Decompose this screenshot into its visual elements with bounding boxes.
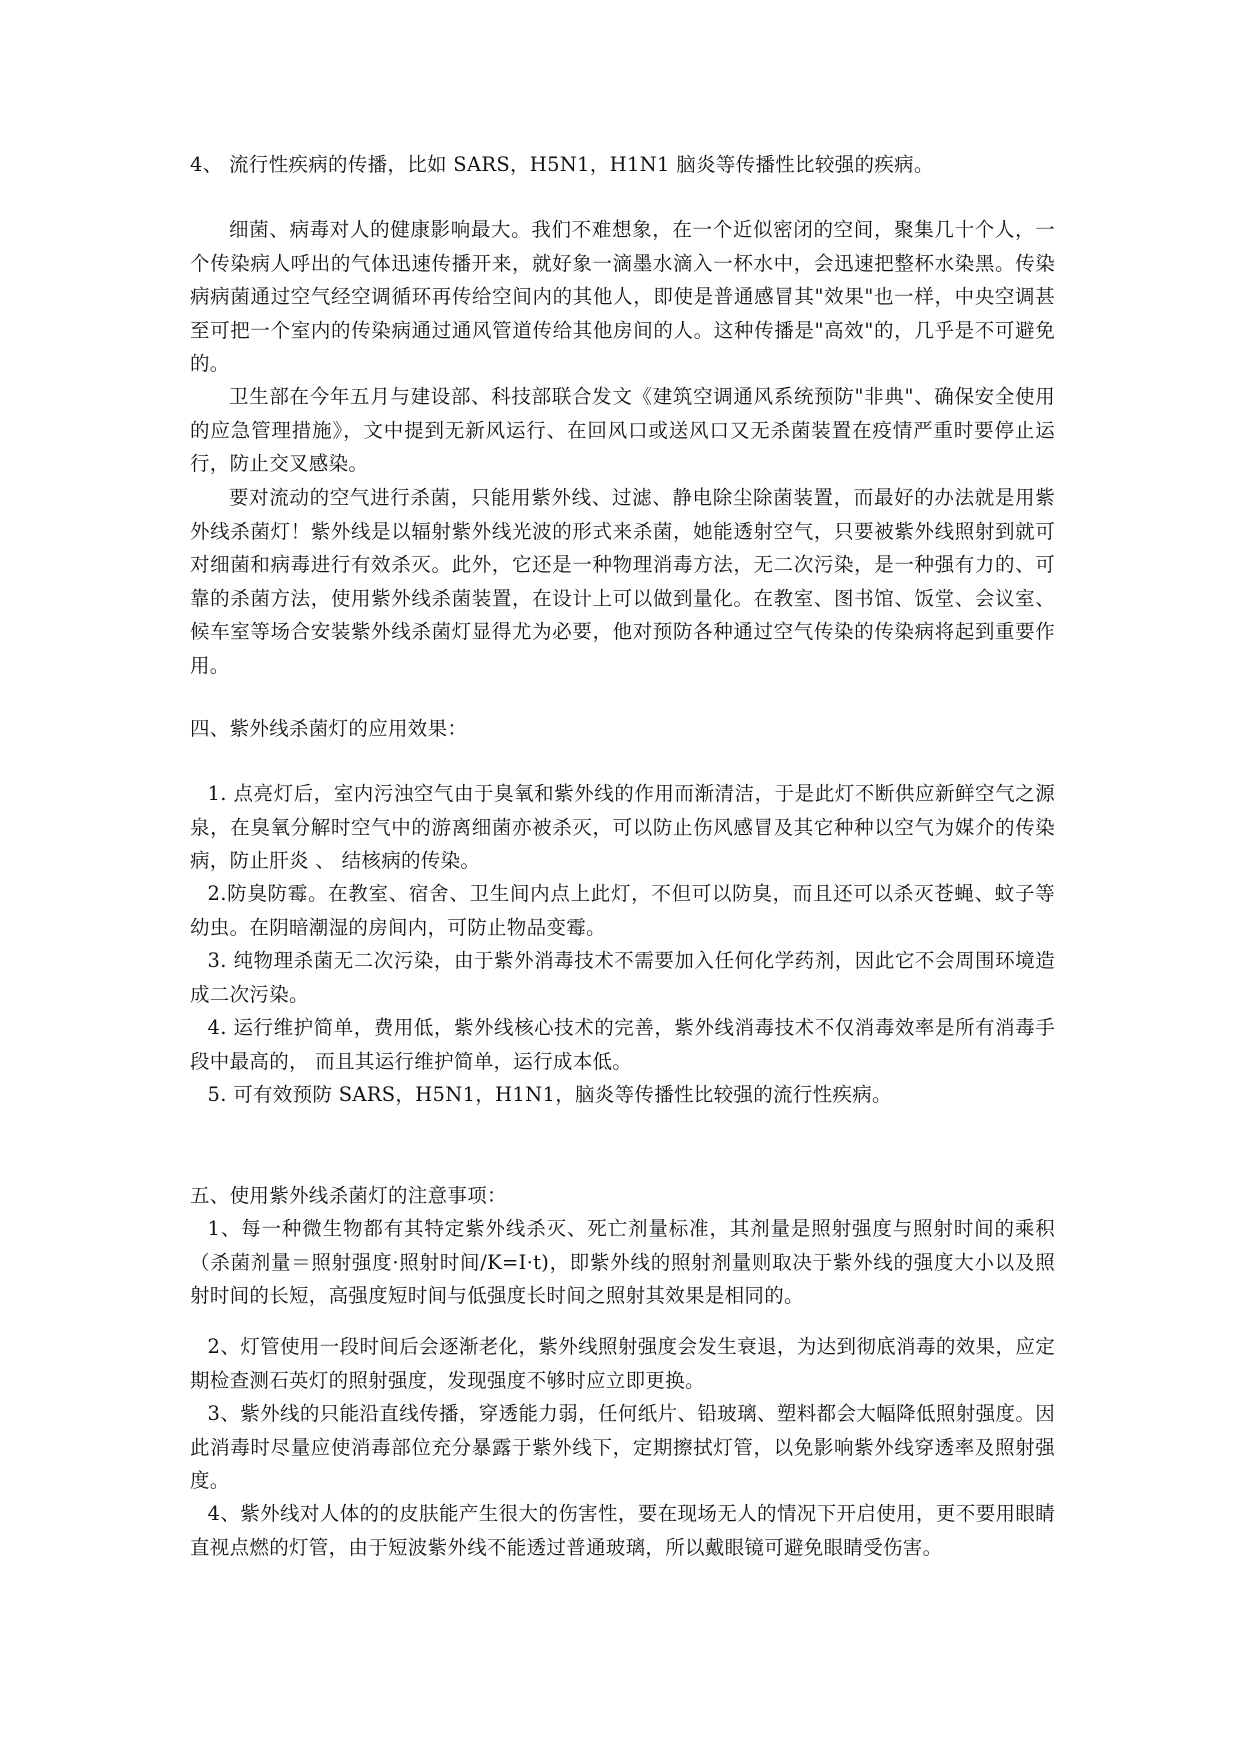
- section4-heading: 四、紫外线杀菌灯的应用效果：: [190, 717, 468, 740]
- section4-item-4: 4. 运行维护简单，费用低，紫外线核心技术的完善，紫外线消毒技术不仅消毒效率是所有消毒手段中最高的， 而且其运行维护简单，运行成本低。: [190, 1016, 1055, 1073]
- paragraph-uv: 要对流动的空气进行杀菌，只能用紫外线、过滤、静电除尘除菌装置，而最好的办法就是用紫外线杀菌灯！紫外线是以辐射紫外线光波的形式来杀菌，她能透射空气，只要被紫外线照射到就可对细菌和病毒进行有效杀灭。此外，它还是一种物理消毒方法，无二次污染，是一种强有力的、可靠的杀菌方法，使用紫外线杀菌装置，在设计上可以做到量化。在教室、图书馆、饭堂、会议室、候车室等场合安装紫外线杀菌灯显得尤为必要，他对预防各种通过空气传染的传染病将起到重要作用。: [190, 486, 1055, 677]
- section4-item-3: 3. 纯物理杀菌无二次污染，由于紫外消毒技术不需要加入任何化学药剂，因此它不会周围环境造成二次污染。: [190, 949, 1055, 1006]
- section5-item-1: 1、每一种微生物都有其特定紫外线杀灭、死亡剂量标准，其剂量是照射强度与照射时间的乘积（杀菌剂量＝照射强度·照射时间/K=I·t)，即紫外线的照射剂量则取决于紫外线的强度大小以及照射时间的长短，高强度短时间与低强度长时间之照射其效果是相同的。: [190, 1217, 1055, 1307]
- item4-line: 4、 流行性疾病的传播，比如 SARS，H5N1，H1N1 脑炎等传播性比较强的疾病。: [190, 153, 934, 176]
- paragraph-bacteria: 细菌、病毒对人的健康影响最大。我们不难想象，在一个近似密闭的空间，聚集几十个人，一个传染病人呼出的气体迅速传播开来，就好象一滴墨水滴入一杯水中，会迅速把整杯水染黑。传染病病菌通过空气经空调循环再传给空间内的其他人，即使是普通感冒其"效果"也一样，中央空调甚至可把一个室内的传染病通过通风管道传给其他房间的人。这种传播是"高效"的，几乎是不可避免的。: [190, 218, 1055, 375]
- section4-item-5: 5. 可有效预防 SARS，H5N1，H1N1，脑炎等传播性比较强的流行性疾病。: [207, 1083, 892, 1106]
- section5-item-4: 4、紫外线对人体的的皮肤能产生很大的伤害性，要在现场无人的情况下开启使用，更不要用眼睛直视点燃的灯管，由于短波紫外线不能透过普通玻璃，所以戴眼镜可避免眼睛受伤害。: [190, 1502, 1055, 1559]
- paragraph-ministry: 卫生部在今年五月与建设部、科技部联合发文《建筑空调通风系统预防"非典"、确保安全使用的应急管理措施》，文中提到无新风运行、在回风口或送风口又无杀菌装置在疫情严重时要停止运行，防止交叉感染。: [190, 385, 1055, 475]
- section4-item-1: 1. 点亮灯后，室内污浊空气由于臭氧和紫外线的作用而渐清洁，于是此灯不断供应新鲜空气之源泉，在臭氧分解时空气中的游离细菌亦被杀灭，可以防止伤风感冒及其它种种以空气为媒介的传染病，防止肝炎 、 结核病的传染。: [190, 782, 1055, 872]
- section5-item-2: 2、灯管使用一段时间后会逐渐老化，紫外线照射强度会发生衰退，为达到彻底消毒的效果，应定期检查测石英灯的照射强度，发现强度不够时应立即更换。: [190, 1335, 1055, 1392]
- section5-heading: 五、使用紫外线杀菌灯的注意事项：: [190, 1184, 507, 1207]
- section5-item-3: 3、紫外线的只能沿直线传播，穿透能力弱，任何纸片、铅玻璃、塑料都会大幅降低照射强度。因此消毒时尽量应使消毒部位充分暴露于紫外线下，定期擦拭灯管，以免影响紫外线穿透率及照射强度。: [190, 1402, 1055, 1492]
- section4-item-2: 2.防臭防霉。在教室、宿舍、卫生间内点上此灯，不但可以防臭，而且还可以杀灭苍蝇、蚊子等幼虫。在阴暗潮湿的房间内，可防止物品变霉。: [190, 882, 1055, 939]
